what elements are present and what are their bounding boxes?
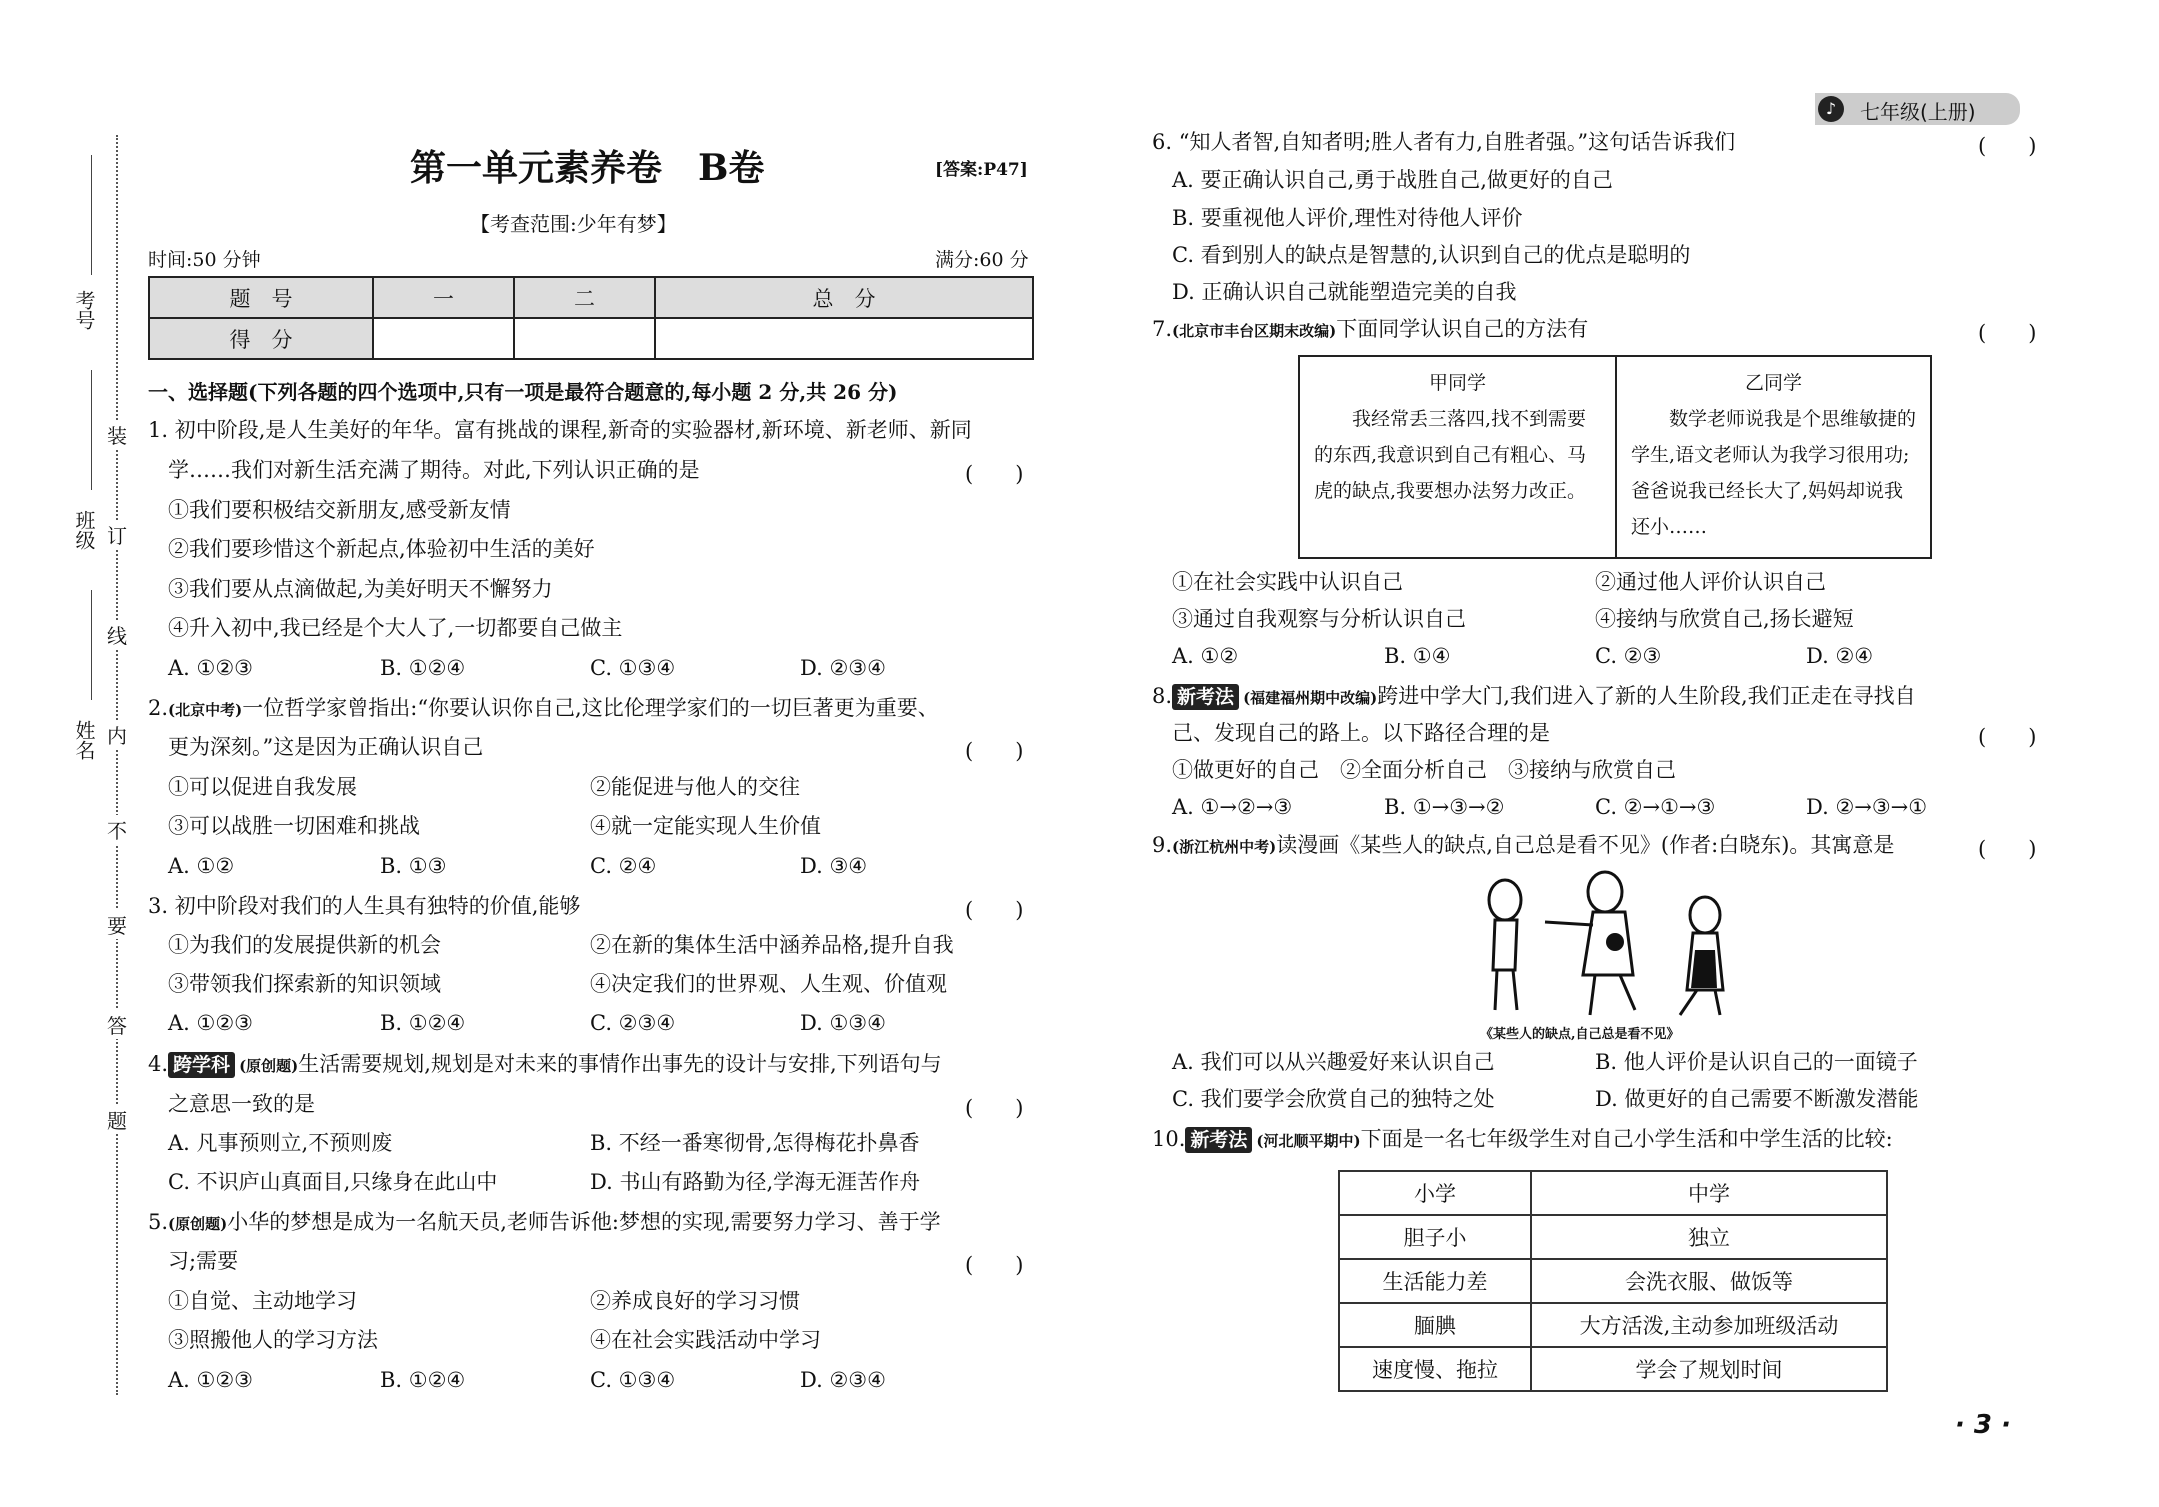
q10-line1 (1152, 1127, 1893, 1153)
binding-line-1 (91, 155, 92, 275)
q4-option-a[interactable]: A. 凡事预则立,不预则废 (168, 1131, 393, 1155)
q9-line1 (1152, 833, 1894, 859)
cartoon-caption: 《某些人的缺点,自己总是看不见》 (1480, 1027, 1680, 1042)
q2-line2: 更为深刻。”这是因为正确认识自己 (168, 735, 484, 759)
comparison-header: 小学 (1339, 1171, 1531, 1215)
q5-statement: ②养成良好的学习习惯 (590, 1289, 800, 1313)
binding-char: 内 (107, 720, 127, 749)
binding-label-name: 姓名 (72, 720, 96, 760)
q5-option-a[interactable]: A. ①②③ (168, 1368, 253, 1392)
q8-option-a[interactable]: A. ①→②→③ (1172, 795, 1293, 819)
q5-text: 小华的梦想是成为一名航天员,老师告诉他:梦想的实现,需要努力学习、善于学 (227, 1210, 941, 1234)
score-input-cell[interactable] (373, 318, 514, 359)
q1-statement: ①我们要积极结交新朋友,感受新友情 (168, 498, 511, 522)
q4-line2: 之意思一致的是 (168, 1092, 315, 1116)
answer-blank[interactable]: ( ) (965, 898, 1024, 922)
page-number: · 3 · (1955, 1410, 2011, 1440)
binding-char: 订 (107, 520, 127, 549)
binding-char: 题 (107, 1105, 127, 1134)
q2-statement: ③可以战胜一切困难和挑战 (168, 814, 420, 838)
q7-option-a[interactable]: A. ①② (1172, 644, 1239, 668)
q1-line2: 学……我们对新生活充满了期待。对此,下列认识正确的是 (168, 458, 700, 482)
answer-blank[interactable]: ( ) (1978, 837, 2037, 861)
table-row (1339, 1259, 1887, 1303)
student-jia-text: 我经常丢三落四,找不到需要的东西,我意识到自己有粗心、马虎的缺点,我要想办法努力改正。 (1314, 408, 1587, 502)
q10-source-tag: (河北顺平期中) (1256, 1132, 1361, 1150)
score-row-label: 得 分 (149, 318, 373, 359)
q6-option-c[interactable]: C. 看到别人的缺点是智慧的,认识到自己的优点是聪明的 (1172, 243, 1691, 267)
q2-statement: ①可以促进自我发展 (168, 775, 357, 799)
q2-statement: ②能促进与他人的交往 (590, 775, 800, 799)
score-header-cell: 一 (373, 277, 514, 318)
q1-option-d[interactable]: D. ②③④ (800, 656, 886, 680)
comparison-table (1338, 1170, 1888, 1392)
q6-option-a[interactable]: A. 要正确认识自己,勇于战胜自己,做更好的自己 (1172, 168, 1613, 192)
score-header-cell: 二 (514, 277, 655, 318)
cartoon-image (1465, 870, 1755, 1020)
q1-option-b[interactable]: B. ①②④ (380, 656, 466, 680)
answer-blank[interactable]: ( ) (965, 1096, 1024, 1120)
q3-option-c[interactable]: C. ②③④ (590, 1011, 676, 1035)
q7-statement: ②通过他人评价认识自己 (1595, 570, 1826, 594)
q8-line1 (1152, 684, 1916, 710)
answer-ref: [答案:P47] (935, 160, 1028, 180)
table-cell: 大方活泼,主动参加班级活动 (1531, 1303, 1887, 1347)
q6-option-d[interactable]: D. 正确认识自己就能塑造完美的自我 (1172, 280, 1517, 304)
q10-badge: 新考法 (1185, 1127, 1252, 1153)
binding-char: 要 (107, 910, 127, 939)
q5-statement: ③照搬他人的学习方法 (168, 1328, 378, 1352)
table-row (1339, 1303, 1887, 1347)
q2-option-c[interactable]: C. ②④ (590, 854, 657, 878)
exam-scope: 【考查范围:少年有梦】 (470, 212, 677, 236)
q7-line1 (1152, 317, 1588, 343)
student-yi (1615, 357, 1930, 557)
student-yi-title: 乙同学 (1744, 372, 1802, 394)
table-cell: 学会了规划时间 (1531, 1347, 1887, 1391)
answer-blank[interactable]: ( ) (965, 739, 1024, 763)
score-header-cell: 题 号 (149, 277, 373, 318)
grade-label: 七年级(上册) (1860, 100, 1976, 124)
q4-badge: 跨学科 (168, 1052, 235, 1078)
table-row (1339, 1347, 1887, 1391)
q8-source-tag: (福建福州期中改编) (1243, 689, 1378, 707)
q4-number: 4. (148, 1052, 169, 1076)
q6-option-b[interactable]: B. 要重视他人评价,理性对待他人评价 (1172, 206, 1523, 230)
q8-statements: ①做更好的自己 ②全面分析自己 ③接纳与欣赏自己 (1172, 758, 1676, 782)
q3-option-d[interactable]: D. ①③④ (800, 1011, 886, 1035)
score-table (148, 276, 1034, 360)
section-heading: 一、选择题(下列各题的四个选项中,只有一项是最符合题意的,每小题 2 分,共 26 分) (148, 380, 898, 404)
q5-number: 5. (148, 1210, 169, 1234)
answer-blank[interactable]: ( ) (965, 1253, 1024, 1277)
student-box (1298, 355, 1932, 559)
q4-option-c[interactable]: C. 不识庐山真面目,只缘身在此山中 (168, 1170, 498, 1194)
q2-statement: ④就一定能实现人生价值 (590, 814, 821, 838)
q1-option-c[interactable]: C. ①③④ (590, 656, 676, 680)
q2-text: 一位哲学家曾指出:“你要认识你自己,这比伦理学家们的一切巨著更为重要、 (242, 696, 939, 720)
q2-option-d[interactable]: D. ③④ (800, 854, 868, 878)
q10-text: 下面是一名七年级学生对自己小学生活和中学生活的比较: (1360, 1127, 1893, 1151)
q4-option-d[interactable]: D. 书山有路勤为径,学海无涯苦作舟 (590, 1170, 921, 1194)
q1-statement: ②我们要珍惜这个新起点,体验初中生活的美好 (168, 537, 595, 561)
q8-line2: 己、发现自己的路上。以下路径合理的是 (1172, 721, 1550, 745)
binding-char: 答 (107, 1010, 127, 1039)
q5-option-d[interactable]: D. ②③④ (800, 1368, 886, 1392)
table-cell: 独立 (1531, 1215, 1887, 1259)
q7-number: 7. (1152, 317, 1173, 341)
q9-number: 9. (1152, 833, 1173, 857)
q1-statement: ③我们要从点滴做起,为美好明天不懈努力 (168, 577, 553, 601)
q3-statement: ③带领我们探索新的知识领域 (168, 972, 441, 996)
q8-text: 跨进中学大门,我们进入了新的人生阶段,我们正走在寻找自 (1377, 684, 1916, 708)
q4-line1 (148, 1052, 942, 1078)
q7-text: 下面同学认识自己的方法有 (1336, 317, 1589, 341)
q2-option-a[interactable]: A. ①② (168, 854, 235, 878)
q4-source-tag: (原创题) (239, 1057, 299, 1075)
q2-source-tag: (北京中考) (168, 701, 243, 719)
page-title: 第一单元素养卷 B卷 (410, 147, 765, 189)
exam-time: 时间:50 分钟 (148, 249, 261, 271)
q3-statement: ④决定我们的世界观、人生观、价值观 (590, 972, 947, 996)
q5-statement: ①自觉、主动地学习 (168, 1289, 357, 1313)
binding-line-3 (91, 590, 92, 700)
q4-option-b[interactable]: B. 不经一番寒彻骨,怎得梅花扑鼻香 (590, 1131, 920, 1155)
q1-option-a[interactable]: A. ①②③ (168, 656, 253, 680)
q2-option-b[interactable]: B. ①③ (380, 854, 447, 878)
answer-blank[interactable]: ( ) (965, 462, 1024, 486)
q5-line1 (148, 1210, 941, 1236)
q4-text: 生活需要规划,规划是对未来的事情作出事先的设计与安排,下列语句与 (298, 1052, 942, 1076)
binding-char: 不 (107, 815, 127, 844)
q8-option-c[interactable]: C. ②→①→③ (1595, 795, 1716, 819)
q8-number: 8. (1152, 684, 1173, 708)
q7-option-b[interactable]: B. ①④ (1384, 644, 1451, 668)
table-cell: 会洗衣服、做饭等 (1531, 1259, 1887, 1303)
table-cell: 胆子小 (1339, 1215, 1531, 1259)
q1-statement: ④升入初中,我已经是个大人了,一切都要自己做主 (168, 616, 623, 640)
q5-option-b[interactable]: B. ①②④ (380, 1368, 466, 1392)
binding-label-exam-no: 考号 (72, 290, 96, 330)
q5-option-c[interactable]: C. ①③④ (590, 1368, 676, 1392)
score-input-cell[interactable] (655, 318, 1033, 359)
binding-dotted-line (116, 135, 118, 1395)
q7-source-tag: (北京市丰台区期末改编) (1172, 322, 1337, 340)
q7-option-d[interactable]: D. ②④ (1806, 644, 1874, 668)
comparison-header: 中学 (1531, 1171, 1887, 1215)
q7-option-c[interactable]: C. ②③ (1595, 644, 1662, 668)
binding-char: 线 (107, 620, 127, 649)
q10-number: 10. (1152, 1127, 1186, 1151)
q8-option-b[interactable]: B. ①→③→② (1384, 795, 1505, 819)
q8-option-d[interactable]: D. ②→③→① (1806, 795, 1928, 819)
q3-statement: ①为我们的发展提供新的机会 (168, 933, 441, 957)
table-cell: 速度慢、拖拉 (1339, 1347, 1531, 1391)
score-header-cell: 总 分 (655, 277, 1033, 318)
q5-statement: ④在社会实践活动中学习 (590, 1328, 821, 1352)
book-icon: ♪ (1818, 96, 1844, 122)
q2-number: 2. (148, 696, 169, 720)
answer-blank[interactable]: ( ) (1978, 321, 2037, 345)
q6-line1: 6. “知人者智,自知者明;胜人者有力,自胜者强。”这句话告诉我们 (1152, 130, 1736, 154)
q7-statement: ①在社会实践中认识自己 (1172, 570, 1403, 594)
q7-statement: ③通过自我观察与分析认识自己 (1172, 607, 1466, 631)
exam-full-score: 满分:60 分 (935, 249, 1029, 271)
binding-line-2 (91, 370, 92, 490)
student-jia-title: 甲同学 (1428, 372, 1486, 394)
binding-char: 装 (107, 420, 127, 449)
score-input-cell[interactable] (514, 318, 655, 359)
q9-option-b[interactable]: B. 他人评价是认识自己的一面镜子 (1595, 1050, 1918, 1074)
q7-statement: ④接纳与欣赏自己,扬长避短 (1595, 607, 1854, 631)
table-row (1339, 1215, 1887, 1259)
q3-option-a[interactable]: A. ①②③ (168, 1011, 253, 1035)
q9-option-a[interactable]: A. 我们可以从兴趣爱好来认识自己 (1172, 1050, 1495, 1074)
answer-blank[interactable]: ( ) (1978, 725, 2037, 749)
q2-line1 (148, 696, 939, 722)
q5-source-tag: (原创题) (168, 1215, 228, 1233)
q9-option-c[interactable]: C. 我们要学会欣赏自己的独特之处 (1172, 1087, 1495, 1111)
q3-line1: 3. 初中阶段对我们的人生具有独特的价值,能够 (148, 894, 581, 918)
answer-blank[interactable]: ( ) (1978, 134, 2037, 158)
q5-line2: 习;需要 (168, 1249, 239, 1273)
q9-text: 读漫画《某些人的缺点,自己总是看不见》(作者:白晓东)。其寓意是 (1276, 833, 1895, 857)
q3-statement: ②在新的集体生活中涵养品格,提升自我 (590, 933, 954, 957)
q3-option-b[interactable]: B. ①②④ (380, 1011, 466, 1035)
q1-line1: 1. 初中阶段,是人生美好的年华。富有挑战的课程,新奇的实验器材,新环境、新老师、新同 (148, 418, 972, 442)
table-cell: 生活能力差 (1339, 1259, 1531, 1303)
table-cell: 腼腆 (1339, 1303, 1531, 1347)
binding-label-class: 班级 (72, 510, 96, 550)
student-yi-text: 数学老师说我是个思维敏捷的学生,语文老师认为我学习很用功;爸爸说我已经长大了,妈妈却说我还小…… (1631, 408, 1917, 538)
q8-badge: 新考法 (1172, 684, 1239, 710)
q9-source-tag: (浙江杭州中考) (1172, 838, 1277, 856)
q9-option-d[interactable]: D. 做更好的自己需要不断激发潜能 (1595, 1087, 1919, 1111)
student-jia (1300, 357, 1615, 557)
